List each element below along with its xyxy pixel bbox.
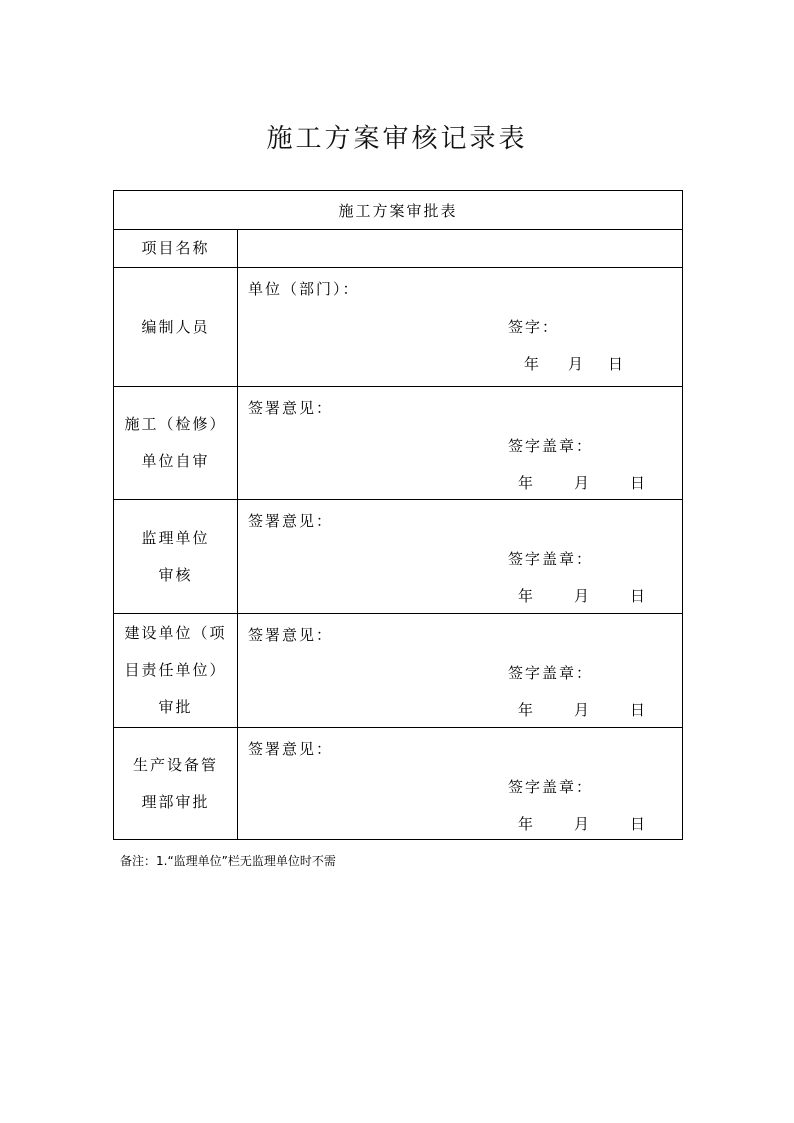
row-body[interactable] (238, 728, 683, 840)
signature-stamp-label: 签字盖章： (508, 437, 594, 455)
table-row (114, 500, 683, 614)
project-name-field[interactable] (238, 230, 683, 268)
row-label-self-review (114, 387, 238, 500)
date-year: 年 (518, 701, 536, 719)
date-month: 月 (574, 815, 592, 833)
row-label-owner-approval (114, 614, 238, 728)
date-month: 月 (574, 587, 592, 605)
row-label-line: 建设单位（项 (124, 624, 227, 642)
date-day: 日 (630, 701, 648, 719)
row-label-line: 编制人员 (141, 317, 210, 336)
row-label-equipment-dept-approval (114, 728, 238, 840)
row-label-preparer (114, 268, 238, 387)
date-year: 年 (518, 474, 536, 492)
signature-stamp-label: 签字盖章： (508, 550, 594, 568)
table-row (114, 268, 683, 387)
table-header: 施工方案审批表 (114, 191, 683, 230)
row-label-line: 理部审批 (141, 792, 210, 811)
row-label-supervisor-review (114, 500, 238, 614)
row-label-line: 审核 (158, 565, 193, 584)
date-day: 日 (630, 587, 648, 605)
project-name-label: 项目名称 (114, 230, 238, 268)
opinion-label: 签署意见： (248, 399, 334, 417)
approval-table (113, 190, 683, 840)
row-label-line: 单位自审 (141, 452, 210, 470)
footnote: 备注：1.“监理单位”栏无监理单位时不需 (120, 854, 336, 868)
date-day: 日 (630, 815, 648, 833)
signature-stamp-label: 签字盖章： (508, 778, 594, 796)
row-body[interactable] (238, 614, 683, 728)
row-body[interactable] (238, 387, 683, 500)
row-label-line: 监理单位 (141, 528, 210, 547)
date-month: 月 (574, 701, 592, 719)
table-header-row (114, 191, 683, 230)
row-label-line: 生产设备管 (132, 755, 218, 774)
opinion-label: 签署意见： (248, 626, 334, 644)
row-label-line: 施工（检修） (124, 415, 227, 433)
table-row (114, 387, 683, 500)
date-month: 月 (574, 474, 592, 492)
row-label-line: 目责任单位） (124, 661, 227, 679)
signature-label: 签字： (508, 318, 560, 336)
row-body[interactable] (238, 500, 683, 614)
document-title: 施工方案审核记录表 (266, 124, 528, 154)
date-day: 日 (630, 474, 648, 492)
table-row (114, 728, 683, 840)
opinion-label: 签署意见： (248, 512, 334, 530)
date-year: 年 (518, 815, 536, 833)
date-month: 月 (568, 355, 586, 373)
date-day: 日 (608, 355, 626, 373)
table-row (114, 614, 683, 728)
row-body[interactable] (238, 268, 683, 387)
unit-department-label: 单位（部门）： (248, 280, 360, 298)
project-name-row (114, 230, 683, 268)
signature-stamp-label: 签字盖章： (508, 664, 594, 682)
date-year: 年 (524, 355, 542, 373)
opinion-label: 签署意见： (248, 740, 334, 758)
date-year: 年 (518, 587, 536, 605)
row-label-line: 审批 (158, 698, 193, 716)
